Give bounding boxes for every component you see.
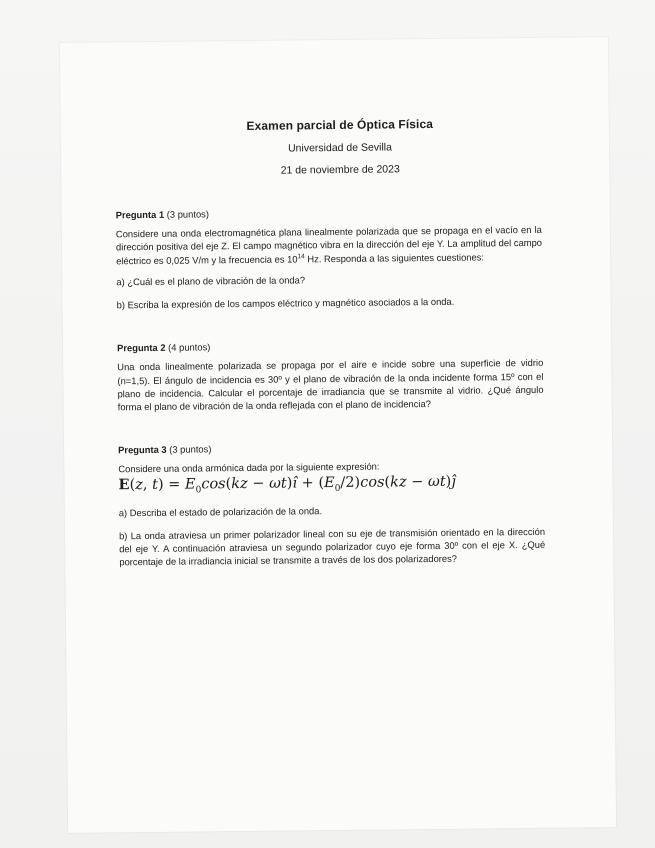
exam-header — [139, 116, 542, 178]
wave-formula: E(z, $t) = E_0\cos(kz$ − ωt)î + $(E_0/2)\cos(kz$ − ωt)ĵ — [118, 473, 456, 496]
exam-content — [115, 116, 546, 579]
question-1-text-a: Considere una onda electromagnética plana linealmente polarizada que se propaga en el vacío en la dirección positiva del eje Z. El campo magnético vibra en la dirección del eje Y. La amplitud del campo eléctrico es 0,025 V/m y la frecuencia es 10 — [115, 224, 543, 266]
question-1-text-b: Hz. Responda a las siguientes cuestiones: — [304, 251, 485, 264]
exam-date: 21 de noviembre de 2023 — [280, 163, 400, 177]
question-2-points: (4 puntos) — [168, 341, 211, 353]
exam-institution: Universidad de Sevilla — [287, 141, 392, 155]
question-1 — [116, 204, 543, 312]
question-2 — [117, 337, 544, 413]
question-3-text: Considere una onda armónica dada por la siguiente expresión: — [118, 461, 380, 475]
question-3-heading — [118, 439, 544, 457]
question-2-text: Una onda linealmente polarizada se propaga por el aire e incide sobre una superficie de vidrio (n=1,5). El ángulo de incidencia es 30º y el plano de vibración de la onda incidente forma 15º con el plano de incidencia. Calcular el porcentaje de irradiancia que se transmite al vidrio. ¿Qué ángulo forma el plano de vibración de la onda reflejada con el plano de incidencia? — [117, 357, 544, 413]
question-2-label: Pregunta 2 — [117, 342, 166, 354]
question-3 — [118, 439, 545, 569]
question-1-points: (3 puntos) — [166, 208, 210, 220]
question-3-label: Pregunta 3 — [118, 444, 167, 456]
question-1-item-b: b) Escriba la expresión de los campos eléctrico y magnético asociados a la onda. — [116, 295, 455, 311]
exam-page — [60, 37, 616, 833]
question-1-text — [116, 223, 542, 267]
question-2-heading — [117, 337, 543, 355]
question-3-item-b: b) La onda atraviesa un primer polarizador lineal con su eje de transmisión orientado en la dirección del eje Y. A continuación atraviesa un segundo polarizador cuyo eje forma 30º con el eje X. ¿Qué porcentaje de la irradiancia inicial se transmite a través de los dos polarizadores? — [118, 525, 546, 568]
exam-title: Examen parcial de Óptica Física — [246, 116, 434, 133]
question-3-points: (3 puntos) — [169, 443, 212, 456]
question-1-heading — [116, 204, 542, 222]
question-1-exponent: 14 — [297, 252, 305, 260]
question-1-label: Pregunta 1 — [115, 208, 165, 221]
question-3-item-a: a) Describa el estado de polarización de la onda. — [118, 504, 323, 519]
question-1-item-a: a) ¿Cuál es el plano de vibración de la onda? — [116, 274, 306, 288]
